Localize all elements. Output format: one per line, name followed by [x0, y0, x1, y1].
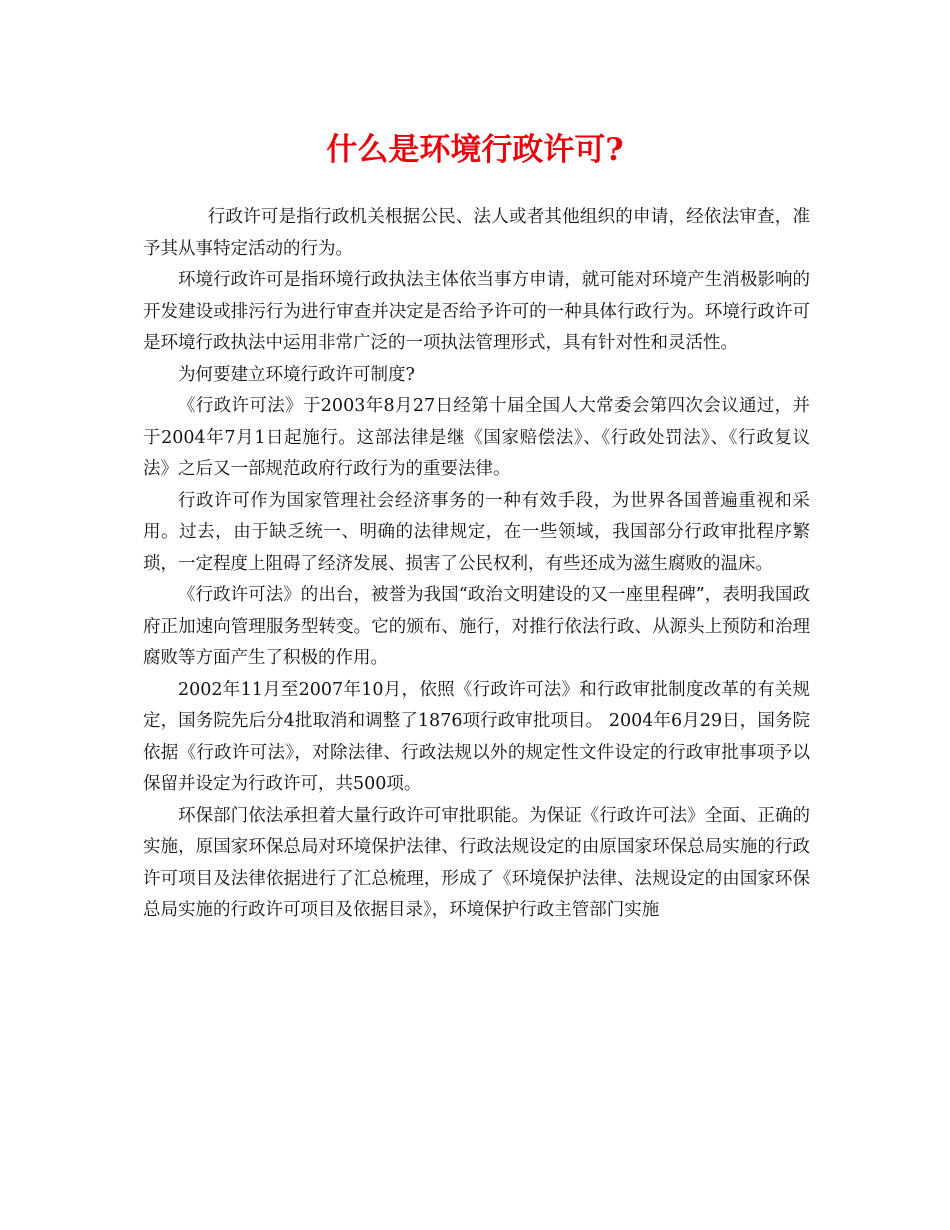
paragraph-background: 行政许可作为国家管理社会经济事务的一种有效手段，为世界各国普遍重视和采用。过去，由于缺乏统一、明确的法律规定，在一些领域，我国部分行政审批程序繁琐，一定程度上阻碍了经济发展、损害了公民权利，有些还成为滋生腐败的温床。 [143, 490, 810, 574]
paragraph-law-enactment: 《行政许可法》于2003年8月27日经第十届全国人大常委会第四次会议通过，并于2004年7月1日起施行。这部法律是继《国家赔偿法》、《行政处罚法》、《行政复议法》之后又一部规范政府行政行为的重要法律。 [143, 396, 810, 479]
paragraph-question: 为何要建立环境行政许可制度? [178, 364, 415, 385]
paragraph-definition: 行政许可是指行政机关根据公民、法人或者其他组织的申请，经依法审查，准予其从事特定活动的行为。 [143, 207, 810, 259]
document-body [143, 202, 810, 927]
paragraph-environmental-department: 环保部门依法承担着大量行政许可审批职能。为保证《行政许可法》全面、正确的实施，原国家环保总局对环境保护法律、行政法规设定的由原国家环保总局实施的行政许可项目及法律依据进行了汇总梳理，形成了《环境保护法律、法规设定的由国家环保总局实施的行政许可项目及依据目录》，环境保护行政主管部门实施 [143, 805, 810, 920]
paragraph-reform: 2002年11月至2007年10月，依照《行政许可法》和行政审批制度改革的有关规定，国务院先后分4批取消和调整了1876项行政审批项目。 2004年6月29日，国务院依据《行政许可法》，对除法律、行政法规以外的规定性文件设定的行政审批事项予以保留并设定为行政许可，共500项。 [143, 679, 810, 794]
page-title: 什么是环境行政许可? [326, 132, 624, 168]
paragraph-environmental-permit: 环境行政许可是指环境行政执法主体依当事方申请，就可能对环境产生消极影响的开发建设或排污行为进行审查并决定是否给予许可的一种具体行政行为。环境行政许可是环境行政执法中运用非常广泛的一项执法管理形式，具有针对性和灵活性。 [143, 270, 810, 353]
paragraph-significance: 《行政许可法》的出台，被誉为我国“政治文明建设的又一座里程碑”，表明我国政府正加速向管理服务型转变。它的颁布、施行，对推行依法行政、从源头上预防和治理腐败等方面产生了积极的作用。 [143, 585, 810, 668]
